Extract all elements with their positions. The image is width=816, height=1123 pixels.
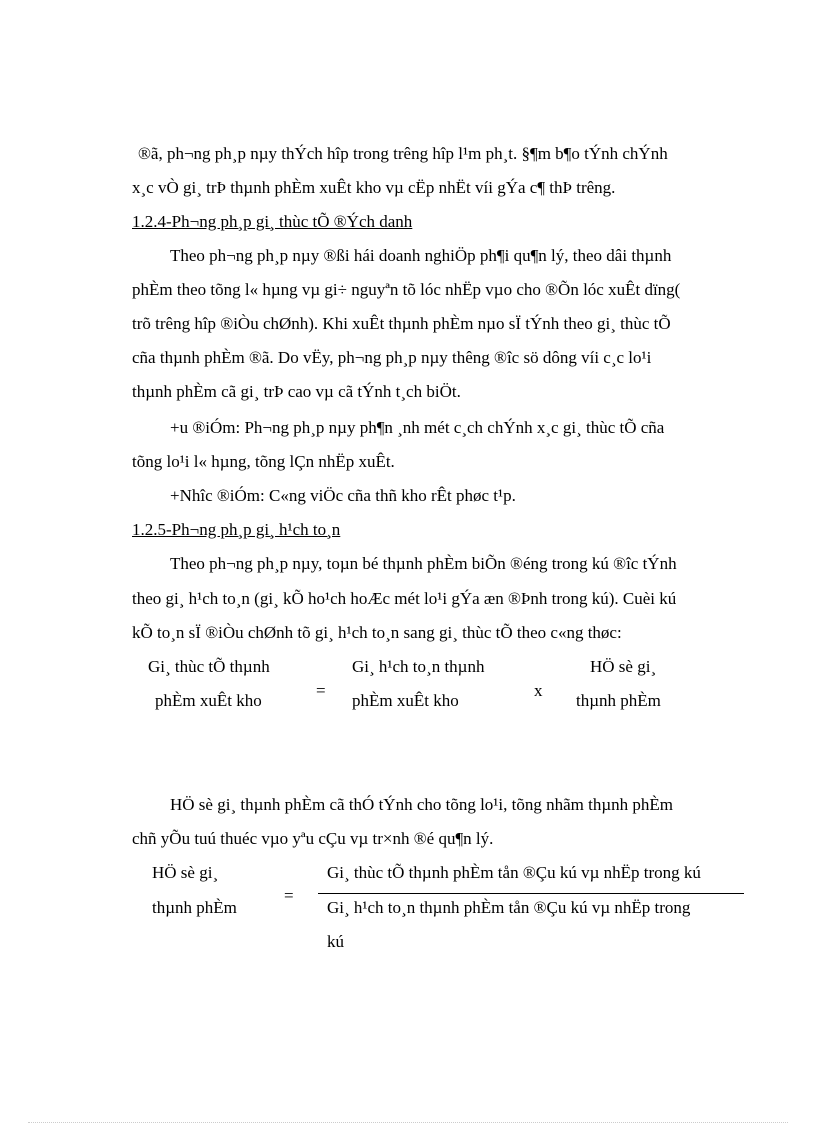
formula2-numerator: Gi¸ thùc tÕ thµnh phÈm tån ®Çu kú vµ nhËp trong kú: [327, 863, 701, 882]
formula1-times-sign: x: [534, 681, 543, 700]
advantage-line-1: +u ®iÓm: Ph¬ng ph¸p nµy ph¶n ¸nh mét c¸ch chÝnh x¸c gi¸ thùc tÕ cña: [170, 418, 665, 437]
para-124-line-5: thµnh phÈm cã gi¸ trÞ cao vµ cã tÝnh t¸ch biÖt.: [132, 382, 461, 401]
intro-line-2: x¸c vÒ gi¸ trÞ thµnh phÈm xuÊt kho vµ cËp nhËt víi gÝa c¶ thÞ trêng.: [132, 178, 616, 197]
formula2-lhs-line-2: thµnh phÈm: [152, 898, 237, 917]
para-124-line-4: cña thµnh phÈm ®ã. Do vËy, ph¬ng ph¸p nµy thêng ®îc sö dông víi c¸c lo¹i: [132, 348, 652, 367]
para-coef-line-1: HÖ sè gi¸ thµnh phÈm cã thÓ tÝnh cho tõng lo¹i, tõng nhãm thµnh phÈm: [170, 795, 673, 814]
formula1-lhs-line-1: Gi¸ thùc tÕ thµnh: [148, 657, 270, 676]
para-125-line-3: kÕ to¸n sÏ ®iÒu chØnh tõ gi¸ h¹ch to¸n sang gi¸ thùc tÕ theo c«ng thøc:: [132, 623, 622, 642]
formula1-mid-line-2: phÈm xuÊt kho: [352, 691, 459, 710]
para-124-line-1: Theo ph¬ng ph¸p nµy ®ßi hái doanh nghiÖp ph¶i qu¶n lý, theo dâi thµnh: [170, 246, 672, 265]
formula1-equals-sign: =: [316, 681, 326, 700]
intro-line-1: ®ã, ph¬ng ph¸p nµy thÝch hîp trong trêng hîp l¹m ph¸t. §¶m b¶o tÝnh chÝnh: [138, 144, 668, 163]
formula2-denominator-line-1: Gi¸ h¹ch to¸n thµnh phÈm tån ®Çu kú vµ nhËp trong: [327, 898, 691, 917]
para-125-line-1: Theo ph¬ng ph¸p nµy, toµn bé thµnh phÈm biÕn ®éng trong kú ®îc tÝnh: [170, 554, 677, 573]
section-heading-1-2-4: 1.2.4-Ph¬ng ph¸p gi¸ thùc tÕ ®Ých danh: [132, 212, 413, 231]
section-heading-1-2-5: 1.2.5-Ph¬ng ph¸p gi¸ h¹ch to¸n: [132, 520, 341, 539]
formula2-fraction-bar: [318, 893, 744, 894]
para-125-line-2: theo gi¸ h¹ch to¸n (gi¸ kÕ ho¹ch hoÆc mét lo¹i gÝa æn ®Þnh trong kú). Cuèi kú: [132, 589, 677, 608]
para-124-line-3: trõ trêng hîp ®iÒu chØnh). Khi xuÊt thµnh phÈm nµo sÏ tÝnh theo gi¸ thùc tÕ: [132, 314, 671, 333]
para-124-line-2: phÈm theo tõng l« hµng vµ gi÷ nguyªn tõ lóc nhËp vµo cho ®Õn lóc xuÊt dïng(: [132, 280, 681, 299]
formula2-denominator-line-2: kú: [327, 932, 344, 951]
formula1-lhs-line-2: phÈm xuÊt kho: [155, 691, 262, 710]
formula1-rhs-line-2: thµnh phÈm: [576, 691, 661, 710]
disadvantage-line: +Nhîc ®iÓm: C«ng viÖc cña thñ kho rÊt phøc t¹p.: [170, 486, 516, 505]
formula1-mid-line-1: Gi¸ h¹ch to¸n thµnh: [352, 657, 485, 676]
formula2-lhs-line-1: HÖ sè gi¸: [152, 863, 219, 882]
formula1-rhs-line-1: HÖ sè gi¸: [590, 657, 657, 676]
formula2-equals-sign: =: [284, 886, 294, 905]
para-coef-line-2: chñ yÕu tuú thuéc vµo yªu cÇu vµ tr×nh ®é qu¶n lý.: [132, 829, 494, 848]
advantage-line-2: tõng lo¹i l« hµng, tõng lÇn nhËp xuÊt.: [132, 452, 395, 471]
